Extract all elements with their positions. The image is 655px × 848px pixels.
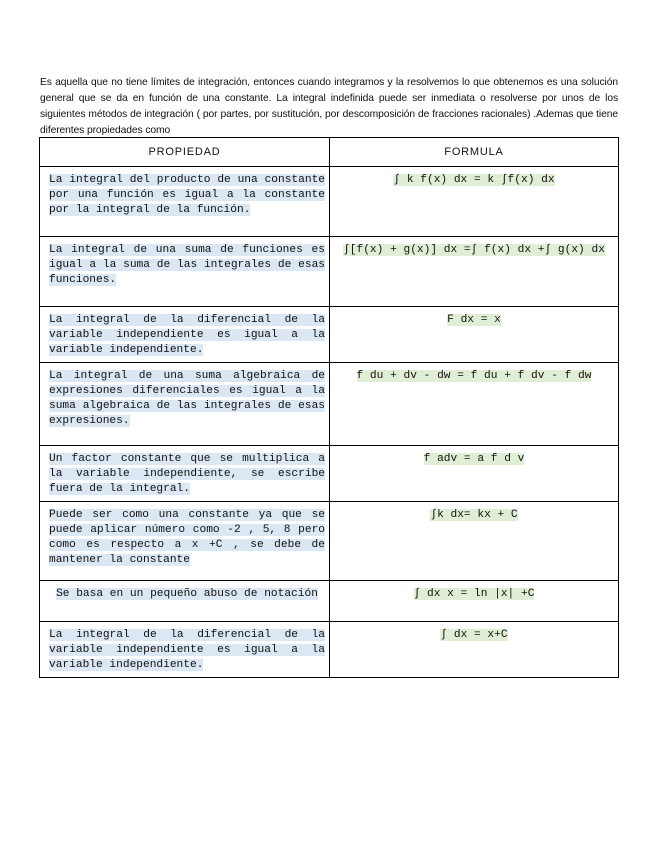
property-cell: [40, 622, 330, 678]
table-row: [40, 581, 619, 622]
property-cell: [40, 237, 330, 307]
table-row: [40, 502, 619, 581]
table-row: [40, 363, 619, 446]
formula-cell: [330, 167, 619, 237]
formula-text: F dx = x: [447, 314, 501, 326]
property-text: Un factor constante que se multiplica a la variable independiente, se escribe fuera de la integral.: [49, 453, 325, 495]
table-row: [40, 237, 619, 307]
intro-paragraph: Es aquella que no tiene límites de integración, entonces cuando integramos y la resolvemos lo que obtenemos es una solución general que se da en función de una constante. La integral indefinida puede ser inmediata o resolverse por unos de los siguientes métodos de integración ( por partes, por sustitución, por descomposición de fracciones racionales) .Ademas que tiene diferentes propiedades como: [40, 77, 618, 136]
formula-text: ∫[f(x) + g(x)] dx =∫ f(x) dx +∫ g(x) dx: [343, 244, 605, 256]
formula-cell: [330, 502, 619, 581]
property-cell: [40, 581, 330, 622]
property-text: La integral de la diferencial de la variable independiente es igual a la variable independiente.: [49, 314, 325, 356]
property-text: Se basa en un pequeño abuso de notación: [56, 588, 318, 600]
property-text: La integral de una suma algebraica de expresiones diferenciales es igual a la suma algebraica de las integrales de esas expresiones.: [49, 370, 325, 427]
formula-text: ∫ k f(x) dx = k ∫f(x) dx: [393, 174, 555, 186]
table-row: [40, 167, 619, 237]
header-propiedad: PROPIEDAD: [40, 138, 330, 167]
formula-text: f adv = a f d v: [423, 453, 525, 465]
property-text: La integral de una suma de funciones es igual a la suma de las integrales de esas funciones.: [49, 244, 325, 286]
property-cell: [40, 502, 330, 581]
formula-text: ∫ dx = x+C: [440, 629, 508, 641]
formula-cell: [330, 446, 619, 502]
formula-cell: [330, 307, 619, 363]
formula-cell: [330, 581, 619, 622]
table-header-row: [40, 138, 619, 167]
table-row: [40, 622, 619, 678]
formula-text: ∫k dx= kx + C: [430, 509, 518, 521]
property-text: La integral del producto de una constante por una función es igual a la constante por la integral de la función.: [49, 174, 325, 216]
formula-cell: [330, 237, 619, 307]
formula-cell: [330, 622, 619, 678]
property-cell: [40, 363, 330, 446]
properties-table: [39, 137, 619, 678]
formula-text: f du + dv - dw = f du + f dv - f dw: [356, 370, 592, 382]
formula-cell: [330, 363, 619, 446]
property-cell: [40, 167, 330, 237]
header-formula: FORMULA: [330, 138, 619, 167]
property-cell: [40, 307, 330, 363]
formula-text: ∫ dx x = ln |x| +C: [413, 588, 535, 600]
property-cell: [40, 446, 330, 502]
property-text: La integral de la diferencial de la variable independiente es igual a la variable independiente.: [49, 629, 325, 671]
property-text: Puede ser como una constante ya que se puede aplicar número como -2 , 5, 8 pero como es respecto a x +C , se debe de mantener la constante: [49, 509, 325, 566]
table-row: [40, 307, 619, 363]
table-row: [40, 446, 619, 502]
